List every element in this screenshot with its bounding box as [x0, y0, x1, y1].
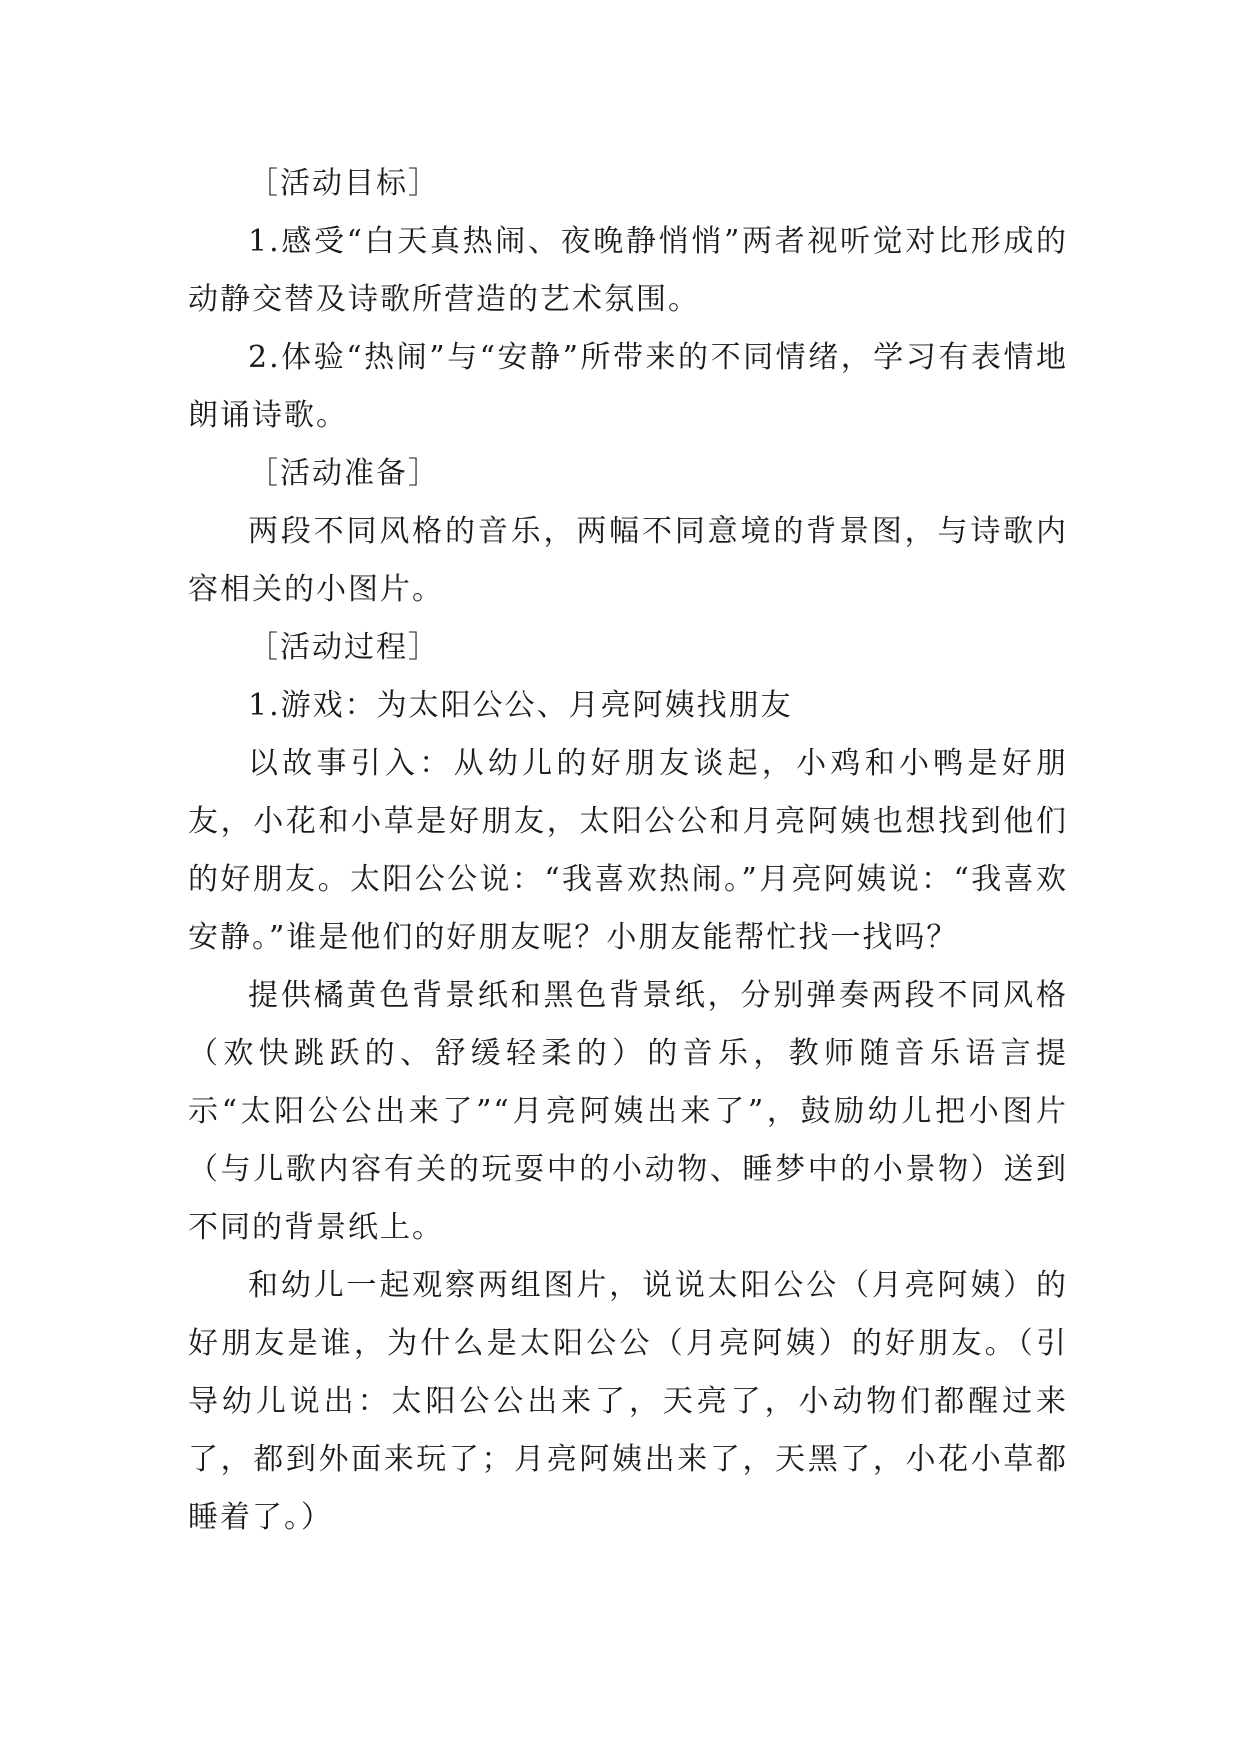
heading-activity-process: ［活动过程］ — [248, 630, 440, 665]
document-body — [188, 155, 1068, 1547]
paragraph-preparation: 两段不同风格的音乐，两幅不同意境的背景图，与诗歌内容相关的小图片。 — [188, 514, 1068, 607]
paragraph-observe-pictures: 和幼儿一起观察两组图片，说说太阳公公（月亮阿姨）的好朋友是谁，为什么是太阳公公（月亮阿姨）的好朋友。（引导幼儿说出：太阳公公出来了，天亮了，小动物们都醒过来了，都到外面来玩了；月亮阿姨出来了，天黑了，小花小草都睡着了。） — [188, 1268, 1068, 1535]
paragraph-goal-2: 2.体验“热闹”与“安静”所带来的不同情绪，学习有表情地朗诵诗歌。 — [188, 340, 1068, 433]
paragraph-story-intro: 以故事引入：从幼儿的好朋友谈起，小鸡和小鸭是好朋友，小花和小草是好朋友，太阳公公和月亮阿姨也想找到他们的好朋友。太阳公公说：“我喜欢热闹。”月亮阿姨说：“我喜欢安静。”谁是他们的好朋友呢？小朋友能帮忙找一找吗？ — [188, 746, 1068, 955]
heading-activity-goals: ［活动目标］ — [248, 166, 440, 201]
heading-activity-preparation: ［活动准备］ — [248, 456, 440, 491]
paragraph-process-step-1: 1.游戏：为太阳公公、月亮阿姨找朋友 — [248, 688, 793, 723]
paragraph-background-music: 提供橘黄色背景纸和黑色背景纸，分别弹奏两段不同风格（欢快跳跃的、舒缓轻柔的）的音乐，教师随音乐语言提示“太阳公公出来了”“月亮阿姨出来了”，鼓励幼儿把小图片（与儿歌内容有关的玩耍中的小动物、睡梦中的小景物）送到不同的背景纸上。 — [188, 978, 1068, 1245]
paragraph-goal-1: 1.感受“白天真热闹、夜晚静悄悄”两者视听觉对比形成的动静交替及诗歌所营造的艺术氛围。 — [188, 224, 1068, 317]
